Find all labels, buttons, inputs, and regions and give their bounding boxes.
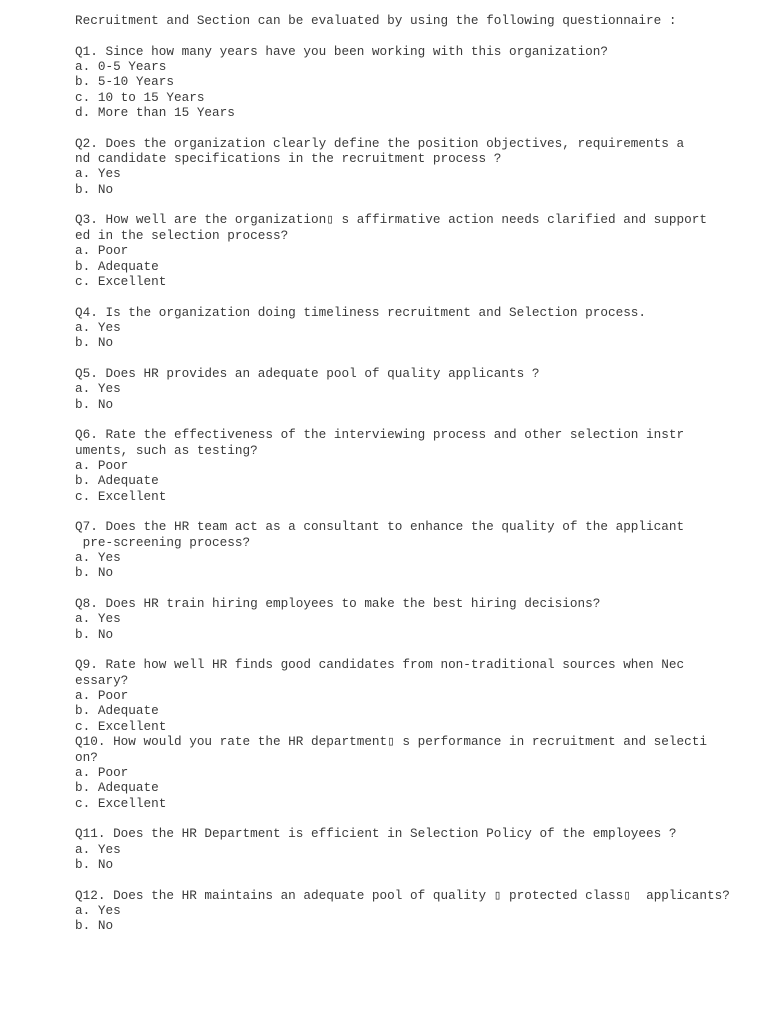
question-text: Q3. How well are the organization▯ s affirmative action needs clarified and support (75, 212, 707, 228)
question-text: nd candidate specifications in the recruitment process ? (75, 151, 502, 167)
question-block (75, 44, 735, 121)
answer-option: a. Yes (75, 902, 121, 918)
answer-option: c. 10 to 15 Years (75, 89, 205, 105)
answer-option: c. Excellent (75, 718, 167, 734)
question-text: uments, such as testing? (75, 442, 258, 458)
answer-option: a. Poor (75, 688, 129, 704)
answer-option: b. No (75, 181, 114, 197)
question-block (75, 427, 735, 504)
question-text: Q11. Does the HR Department is efficient in Selection Policy of the employees ? (75, 826, 677, 842)
question-block (75, 596, 735, 642)
question-text: Q7. Does the HR team act as a consultant to enhance the quality of the applicant (75, 519, 685, 535)
answer-option: a. Yes (75, 611, 121, 627)
question-block (75, 657, 735, 734)
spacer (75, 412, 735, 427)
answer-option: a. Yes (75, 319, 121, 335)
questionnaire-document (75, 13, 735, 934)
question-list (75, 44, 735, 934)
answer-option: c. Excellent (75, 795, 167, 811)
answer-option: a. 0-5 Years (75, 59, 167, 75)
spacer (75, 504, 735, 519)
spacer (75, 289, 735, 304)
question-block (75, 519, 735, 580)
answer-option: b. No (75, 335, 114, 351)
spacer (75, 581, 735, 596)
answer-option: d. More than 15 Years (75, 105, 235, 121)
answer-option: c. Excellent (75, 488, 167, 504)
question-text: essary? (75, 672, 129, 688)
spacer (75, 351, 735, 366)
question-block (75, 136, 735, 197)
question-block (75, 305, 735, 351)
answer-option: b. Adequate (75, 473, 159, 489)
spacer (75, 197, 735, 212)
answer-option: b. No (75, 918, 114, 934)
answer-option: a. Yes (75, 550, 121, 566)
spacer (75, 872, 735, 887)
answer-option: b. Adequate (75, 258, 159, 274)
question-text: Q12. Does the HR maintains an adequate pool of quality ▯ protected class▯ applicants? (75, 887, 730, 903)
answer-option: a. Poor (75, 457, 129, 473)
question-text: Q9. Rate how well HR finds good candidates from non-traditional sources when Nec (75, 657, 685, 673)
answer-option: b. No (75, 396, 114, 412)
question-text: pre-screening process? (75, 534, 251, 550)
spacer (75, 28, 735, 43)
question-block (75, 888, 735, 934)
question-block (75, 212, 735, 289)
question-block (75, 734, 735, 811)
answer-option: b. No (75, 626, 114, 642)
answer-option: a. Yes (75, 841, 121, 857)
question-text: Q10. How would you rate the HR department▯ s performance in recruitment and selecti (75, 734, 707, 750)
answer-option: b. Adequate (75, 780, 159, 796)
answer-option: a. Poor (75, 243, 129, 259)
answer-option: a. Yes (75, 166, 121, 182)
question-text: Q5. Does HR provides an adequate pool of quality applicants ? (75, 365, 540, 381)
answer-option: a. Poor (75, 764, 129, 780)
question-text: on? (75, 749, 98, 765)
answer-option: b. Adequate (75, 703, 159, 719)
question-block (75, 826, 735, 872)
answer-option: b. No (75, 856, 114, 872)
answer-option: b. 5-10 Years (75, 74, 174, 90)
spacer (75, 642, 735, 657)
intro-text: Recruitment and Section can be evaluated by using the following questionnaire : (75, 13, 677, 28)
question-text: Q1. Since how many years have you been working with this organization? (75, 43, 608, 59)
spacer (75, 811, 735, 826)
question-text: Q8. Does HR train hiring employees to make the best hiring decisions? (75, 596, 601, 612)
answer-option: c. Excellent (75, 273, 167, 289)
question-text: Q4. Is the organization doing timeliness recruitment and Selection process. (75, 304, 647, 320)
answer-option: a. Yes (75, 381, 121, 397)
question-text: Q6. Rate the effectiveness of the interviewing process and other selection instr (75, 427, 685, 443)
spacer (75, 120, 735, 135)
question-text: Q2. Does the organization clearly define the position objectives, requirements a (75, 135, 685, 151)
question-block (75, 366, 735, 412)
answer-option: b. No (75, 565, 114, 581)
question-text: ed in the selection process? (75, 227, 289, 243)
